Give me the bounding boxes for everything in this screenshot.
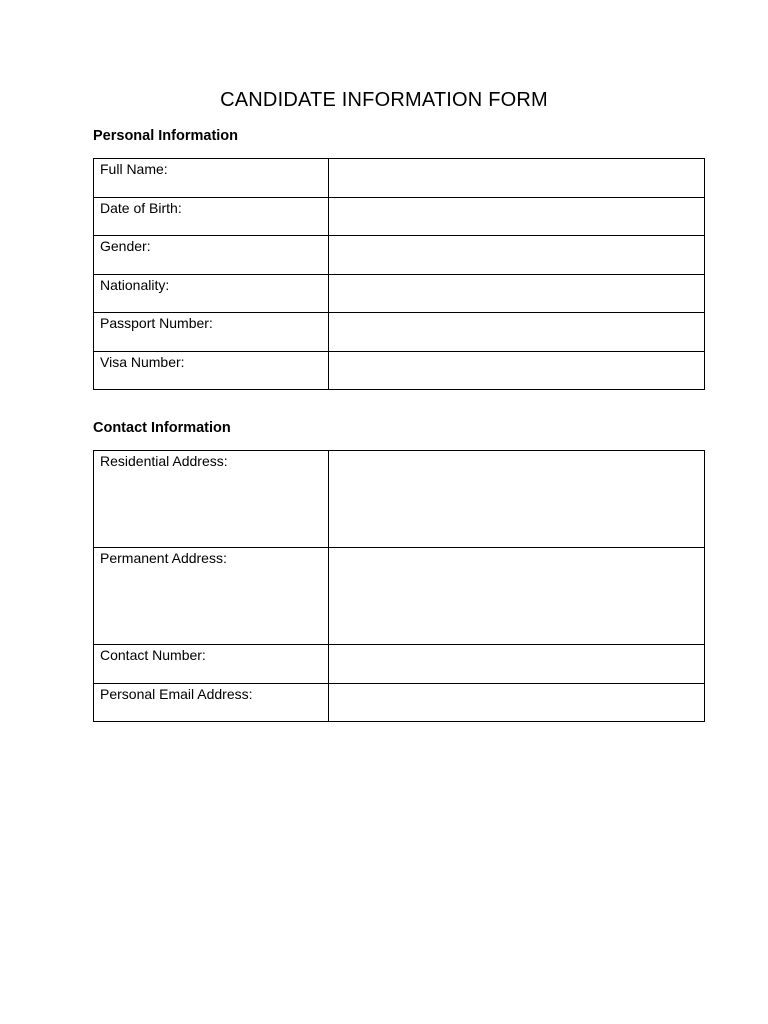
personal-email-label: Personal Email Address: (94, 683, 329, 722)
contact-info-heading: Contact Information (93, 420, 231, 436)
table-row (94, 645, 705, 684)
full-name-field[interactable] (329, 159, 705, 198)
passport-number-label: Passport Number: (94, 313, 329, 352)
permanent-address-field[interactable] (329, 548, 705, 645)
table-row (94, 683, 705, 722)
nationality-field[interactable] (329, 274, 705, 313)
passport-number-field[interactable] (329, 313, 705, 352)
permanent-address-label: Permanent Address: (94, 548, 329, 645)
date-of-birth-field[interactable] (329, 197, 705, 236)
table-row (94, 236, 705, 275)
full-name-label: Full Name: (94, 159, 329, 198)
residential-address-label: Residential Address: (94, 451, 329, 548)
contact-number-label: Contact Number: (94, 645, 329, 684)
table-row (94, 274, 705, 313)
visa-number-label: Visa Number: (94, 351, 329, 390)
table-row (94, 313, 705, 352)
visa-number-field[interactable] (329, 351, 705, 390)
table-row (94, 159, 705, 198)
date-of-birth-label: Date of Birth: (94, 197, 329, 236)
residential-address-field[interactable] (329, 451, 705, 548)
contact-info-table (93, 450, 705, 722)
gender-field[interactable] (329, 236, 705, 275)
gender-label: Gender: (94, 236, 329, 275)
personal-email-field[interactable] (329, 683, 705, 722)
table-row (94, 351, 705, 390)
form-title: CANDIDATE INFORMATION FORM (220, 89, 548, 111)
table-row (94, 548, 705, 645)
nationality-label: Nationality: (94, 274, 329, 313)
table-row (94, 197, 705, 236)
personal-info-table (93, 158, 705, 390)
contact-number-field[interactable] (329, 645, 705, 684)
personal-info-heading: Personal Information (93, 128, 239, 144)
table-row (94, 451, 705, 548)
